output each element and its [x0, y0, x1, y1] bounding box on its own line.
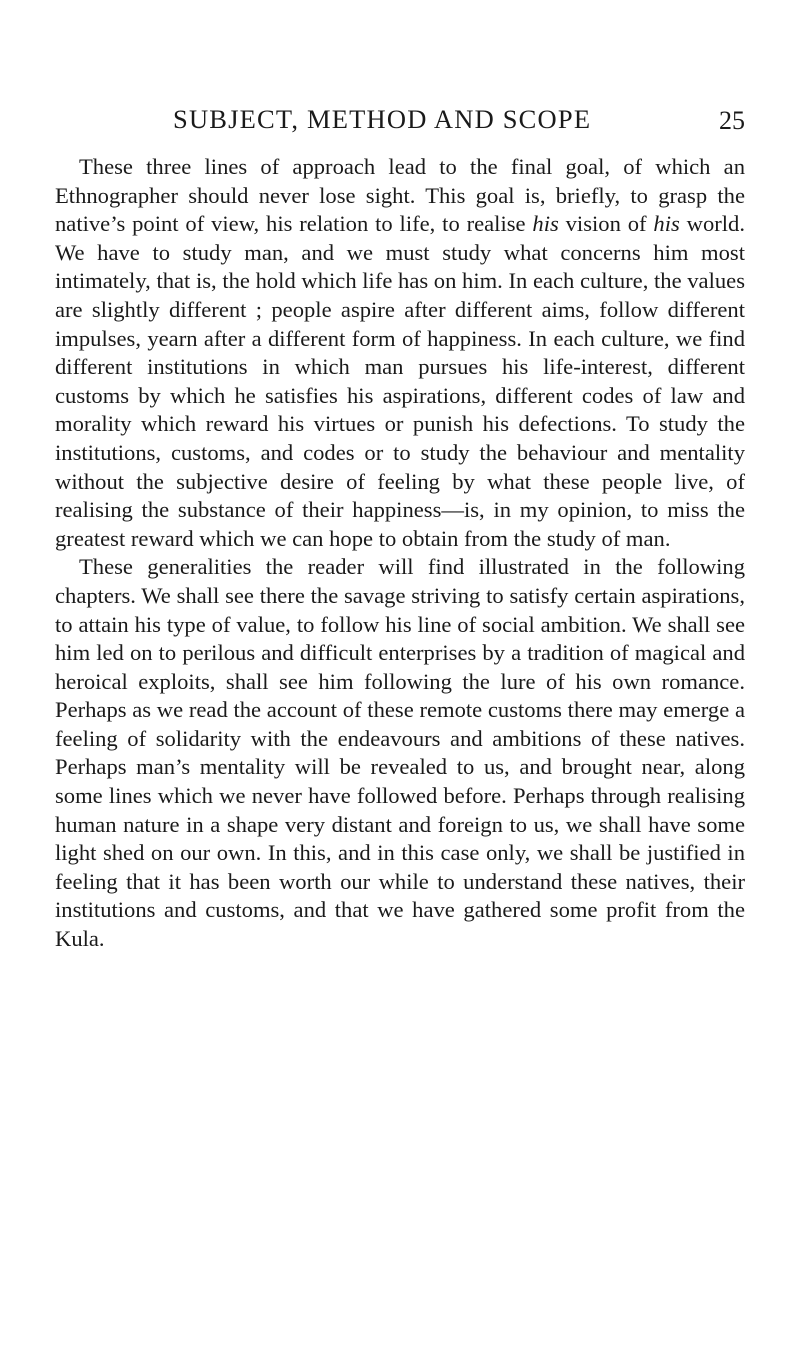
- running-header: [55, 104, 745, 144]
- text-segment: These generalities the reader will find illustrated in the following chapters. We shall see there the savage striving to satisfy certain aspirations, to attain his type of value, to follow his line of social ambition. We shall see him led on to perilous and difficult enterprises by a tradition of magical and heroical exploits, shall see him following the lure of his own romance. Perhaps as we read the account of these remote customs there may emerge a feeling of solidarity with the endeavours and ambitions of these natives. Perhaps man’s mentality will be revealed to us, and brought near, along some lines which we never have followed before. Perhaps through realising human nature in a shape very distant and foreign to us, we shall have some light shed on our own. In this, and in this case only, we shall be justified in feeling that it has been worth our while to understand these natives, their institutions and customs, and that we have gathered some profit from the Kula.: [55, 554, 745, 952]
- paragraph: [55, 553, 745, 953]
- text-segment: vision of: [558, 211, 654, 237]
- body-text: [55, 153, 745, 954]
- paragraph: [55, 153, 745, 553]
- italic-text: his: [532, 211, 559, 237]
- text-segment: These three lines of approach lead to the final goal, of which an Ethnographer should never lose sight. This goal is, briefly, to grasp the native’s point of view, his relation to life, to realise: [55, 154, 745, 237]
- page-number: 25: [719, 106, 745, 135]
- book-page: [55, 0, 745, 1353]
- italic-text: his: [653, 211, 680, 237]
- chapter-running-title: SUBJECT, METHOD AND SCOPE: [173, 104, 592, 134]
- text-segment: world. We have to study man, and we must study what concerns him most intimately, that is, the hold which life has on him. In each culture, the values are slightly different ; people aspire after different aims, follow different impulses, yearn after a different form of happiness. In each culture, we find different institutions in which man pursues his life-interest, different customs by which he satisfies his aspirations, different codes of law and morality which reward his virtues or punish his defections. To study the institutions, customs, and codes or to study the behaviour and mentality without the subjective desire of feeling by what these people live, of realising the substance of their happiness—is, in my opinion, to miss the greatest reward which we can hope to obtain from the study of man.: [55, 211, 745, 551]
